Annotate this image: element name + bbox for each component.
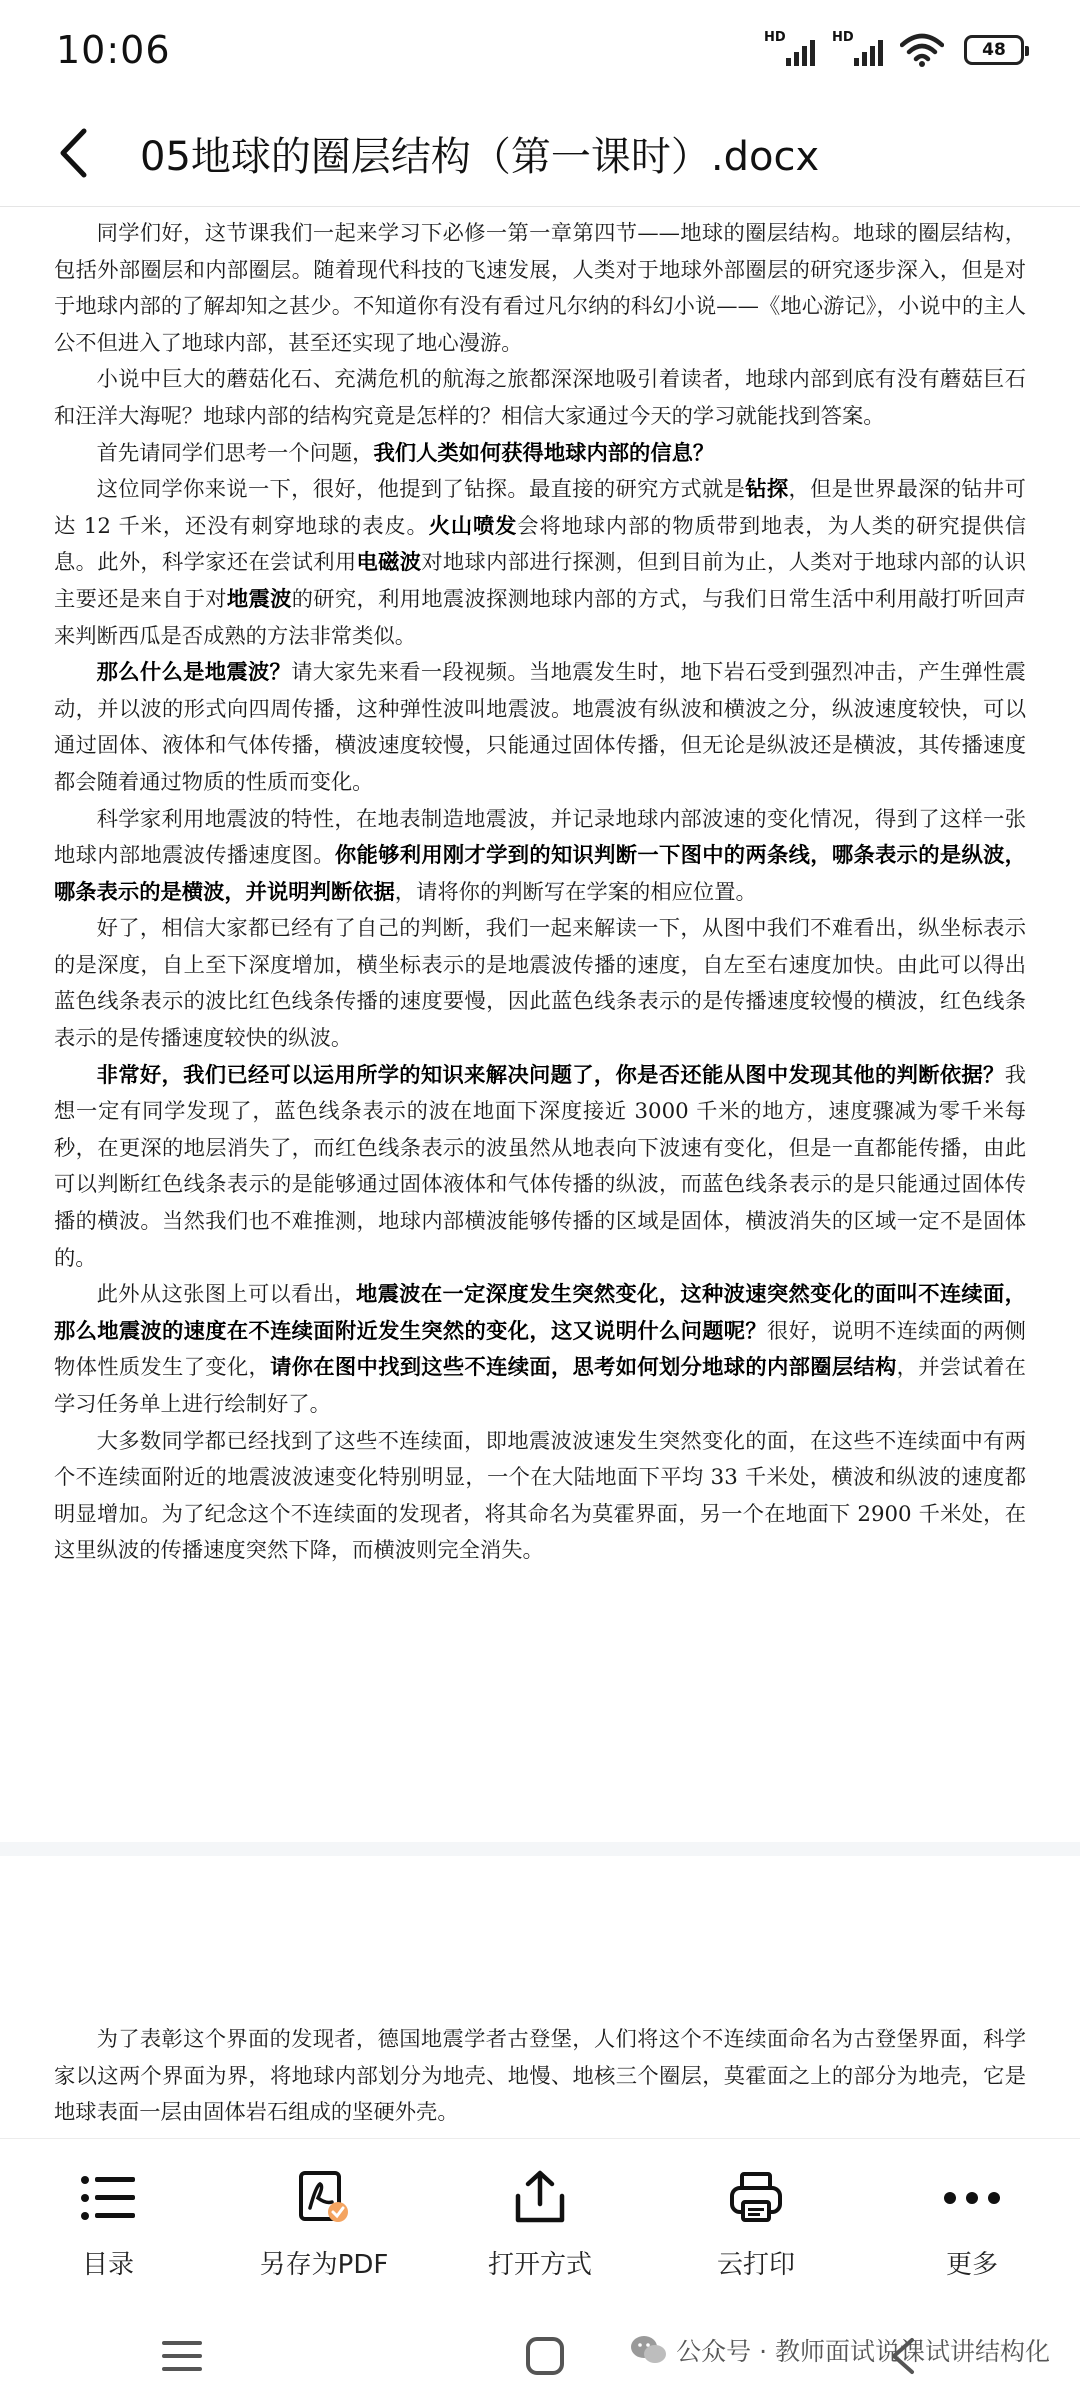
page-separator: [0, 1842, 1080, 1856]
back-button[interactable]: [58, 123, 102, 183]
paragraph: 那么什么是地震波？请大家先来看一段视频。当地震发生时，地下岩石受到强烈冲击，产生弹性震动，并以波的形式向四周传播，这种弹性波叫地震波。地震波有纵波和横波之分，纵波速度较快，可以通过固体、液体和气体传播，横波速度较慢，只能通过固体传播，但无论是纵波还是横波，其传播速度都会随着通过物质的性质而变化。: [54, 660, 1026, 795]
catalog-button[interactable]: [8, 2168, 208, 2281]
paragraph: 为了表彰这个界面的发现者，德国地震学者古登堡，人们将这个不连续面命名为古登堡界面，科学家以这两个界面为界，将地球内部划分为地壳、地慢、地核三个圈层，莫霍面之上的部分为地壳，它是地球表面一层由固体岩石组成的坚硬外壳。: [54, 2027, 1026, 2126]
wechat-icon: [630, 2333, 668, 2367]
paragraph: 同学们好，这节课我们一起来学习下必修一第一章第四节——地球的圈层结构。地球的圈层结构，包括外部圈层和内部圈层。随着现代科技的飞速发展，人类对于地球外部圈层的研究逐步深入，但是对于地球内部的了解却知之甚少。不知道你有没有看过凡尔纳的科幻小说——《地心游记》，小说中的主人公不但进入了地球内部，甚至还实现了地心漫游。: [54, 221, 1026, 356]
network-type-label: HD: [764, 30, 786, 45]
more-label: 更多: [945, 2250, 998, 2280]
cloud-print-button[interactable]: [656, 2168, 856, 2281]
battery-level: 48: [982, 40, 1006, 60]
paragraph: 此外从这张图上可以看出，地震波在一定深度发生突然变化，这种波速突然变化的面叫不连续面，那么地震波的速度在不连续面附近发生突然的变化，这又说明什么问题呢？很好，说明不连续面的两侧物体性质发生了变化，请你在图中找到这些不连续面，思考如何划分地球的内部圈层结构，并尝试着在学习任务单上进行绘制好了。: [54, 1282, 1026, 1417]
pdf-icon: [296, 2170, 352, 2226]
paragraph: 首先请同学们思考一个问题，我们人类如何获得地球内部的信息？: [96, 440, 715, 466]
paragraph: 这位同学你来说一下，很好，他提到了钻探。最直接的研究方式就是钻探，但是世界最深的钻井可达 12 千米，还没有刺穿地球的表皮。火山喷发会将地球内部的物质带到地表，为人类的研究提供信息。此外，科学家还在尝试利用电磁波对地球内部进行探测，但到目前为止，人类对于地球内部的认识主要还是来自于对地震波的研究，利用地震波探测地球内部的方式，与我们日常生活中利用敲打听回声来判断西瓜是否成熟的方法非常类似。: [54, 477, 1026, 649]
divider: [0, 206, 1080, 207]
battery-icon: [964, 35, 1024, 65]
status-icons: [764, 30, 1024, 70]
signal-icon: [764, 30, 818, 70]
catalog-label: 目录: [81, 2250, 134, 2280]
home-icon[interactable]: [525, 2336, 565, 2376]
open-with-label: 打开方式: [487, 2250, 592, 2280]
save-as-pdf-button[interactable]: [224, 2168, 424, 2281]
network-type-label-2: HD: [832, 30, 854, 45]
menu-icon[interactable]: [162, 2339, 202, 2373]
watermark: [630, 2332, 1050, 2368]
paragraph: 好了，相信大家都已经有了自己的判断，我们一起来解读一下，从图中我们不难看出，纵坐标表示的是深度，自上至下深度增加，横坐标表示的是地震波传播的速度，自左至右速度加快。由此可以得出蓝色线条表示的波比红色线条传播的速度要慢，因此蓝色线条表示的是传播速度较慢的横波，红色线条表示的是传播速度较快的纵波。: [54, 916, 1026, 1052]
paragraph: 非常好，我们已经可以运用所学的知识来解决问题了，你是否还能从图中发现其他的判断依据？我想一定有同学发现了，蓝色线条表示的波在地面下深度接近 3000 千米的地方，速度骤减为零千米每秒，在更深的地层消失了，而红色线条表示的波虽然从地表向下波速有变化，但是一直都能传播，由此可以判断红色线条表示的是能够通过固体液体和气体传播的纵波，而蓝色线条表示的是只能通过固体传播的横波。当然我们也不难推测，地球内部横波能够传播的区域是固体，横波消失的区域一定不是固体的。: [54, 1062, 1026, 1271]
list-icon: [80, 2174, 136, 2222]
wifi-icon: [900, 33, 944, 67]
document-page-2: [0, 2022, 1080, 2132]
share-icon: [512, 2170, 568, 2226]
more-button[interactable]: [872, 2168, 1072, 2281]
watermark-text: 公众号 · 教师面试说课试讲结构化: [676, 2337, 1050, 2366]
paragraph: 科学家利用地震波的特性，在地表制造地震波，并记录地球内部波速的变化情况，得到了这样一张地球内部地震波传播速度图。你能够利用刚才学到的知识判断一下图中的两条线，哪条表示的是纵波，哪条表示的是横波，并说明判断依据，请将你的判断写在学案的相应位置。: [54, 806, 1026, 905]
save-as-pdf-label: 另存为PDF: [259, 2250, 389, 2280]
signal-icon-2: [832, 30, 886, 70]
chevron-left-icon: [58, 127, 88, 179]
printer-icon: [728, 2170, 784, 2226]
cloud-print-label: 云打印: [716, 2250, 795, 2280]
document-page: [0, 210, 1080, 1570]
status-bar: [0, 0, 1080, 100]
bottom-toolbar: [0, 2138, 1080, 2310]
more-dots-icon: [943, 2190, 1001, 2206]
title-bar: [0, 100, 1080, 206]
document-title: 05地球的圈层结构（第一课时）.docx: [140, 133, 820, 180]
open-with-button[interactable]: [440, 2168, 640, 2281]
status-time: 10:06: [56, 28, 171, 72]
paragraph: 大多数同学都已经找到了这些不连续面，即地震波波速发生突然变化的面，在这些不连续面中有两个不连续面附近的地震波波速变化特别明显，一个在大陆地面下平均 33 千米处，横波和纵波的速度都明显增加。为了纪念这个不连续面的发现者，将其命名为莫霍界面，另一个在地面下 2900 千米处，在这里纵波的传播速度突然下降，而横波则完全消失。: [54, 1428, 1026, 1564]
paragraph: 小说中巨大的蘑菇化石、充满危机的航海之旅都深深地吸引着读者，地球内部到底有没有蘑菇巨石和汪洋大海呢？地球内部的结构究竟是怎样的？相信大家通过今天的学习就能找到答案。: [54, 367, 1026, 429]
